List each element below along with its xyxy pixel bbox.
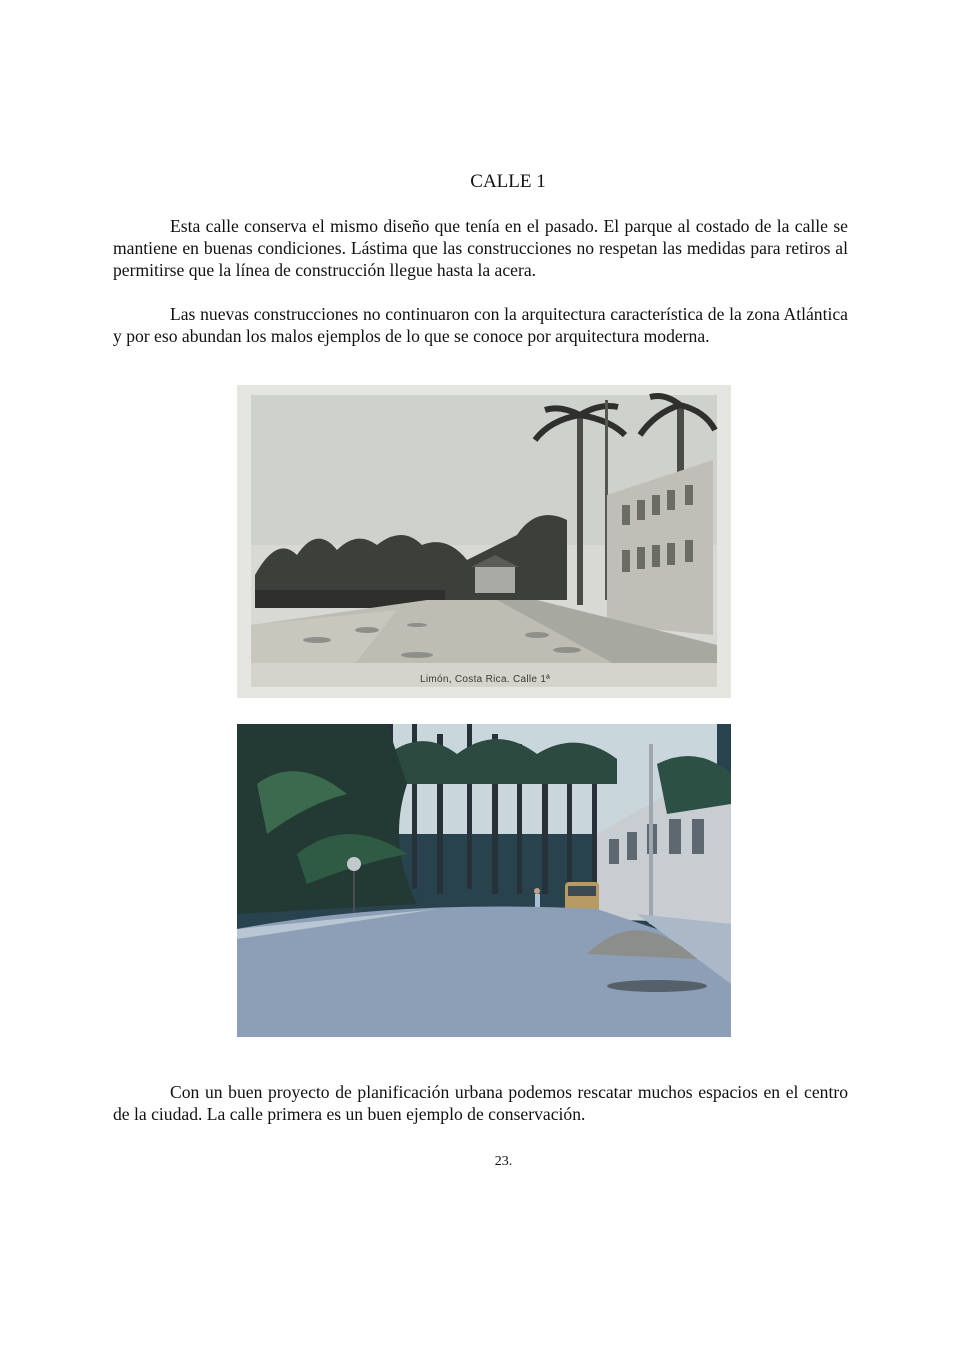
paragraph-intro: Esta calle conserva el mismo diseño que tenía en el pasado. El parque al costado de la calle se mantiene en buenas condiciones. Lástima que las construcciones no respetan las medidas para retiros al permitirse que la línea de construcción llegue hasta la acera. bbox=[113, 216, 848, 280]
historic-street-photo bbox=[237, 385, 731, 698]
modern-street-photo bbox=[237, 724, 731, 1037]
paragraph-conclusion: Con un buen proyecto de planificación urbana podemos rescatar muchos espacios en el centro de la ciudad. La calle primera es un buen ejemplo de conservación. bbox=[113, 1082, 848, 1124]
paragraph-new-constructions: Las nuevas construcciones no continuaron con la arquitectura característica de la zona Atlántica y por eso abundan los malos ejemplos de lo que se conoce por arquitectura moderna. bbox=[113, 304, 848, 346]
page-title: CALLE 1 bbox=[470, 171, 546, 192]
photo-caption: Limón, Costa Rica. Calle 1ª bbox=[420, 674, 551, 685]
page-number: 23. bbox=[494, 1154, 513, 1169]
